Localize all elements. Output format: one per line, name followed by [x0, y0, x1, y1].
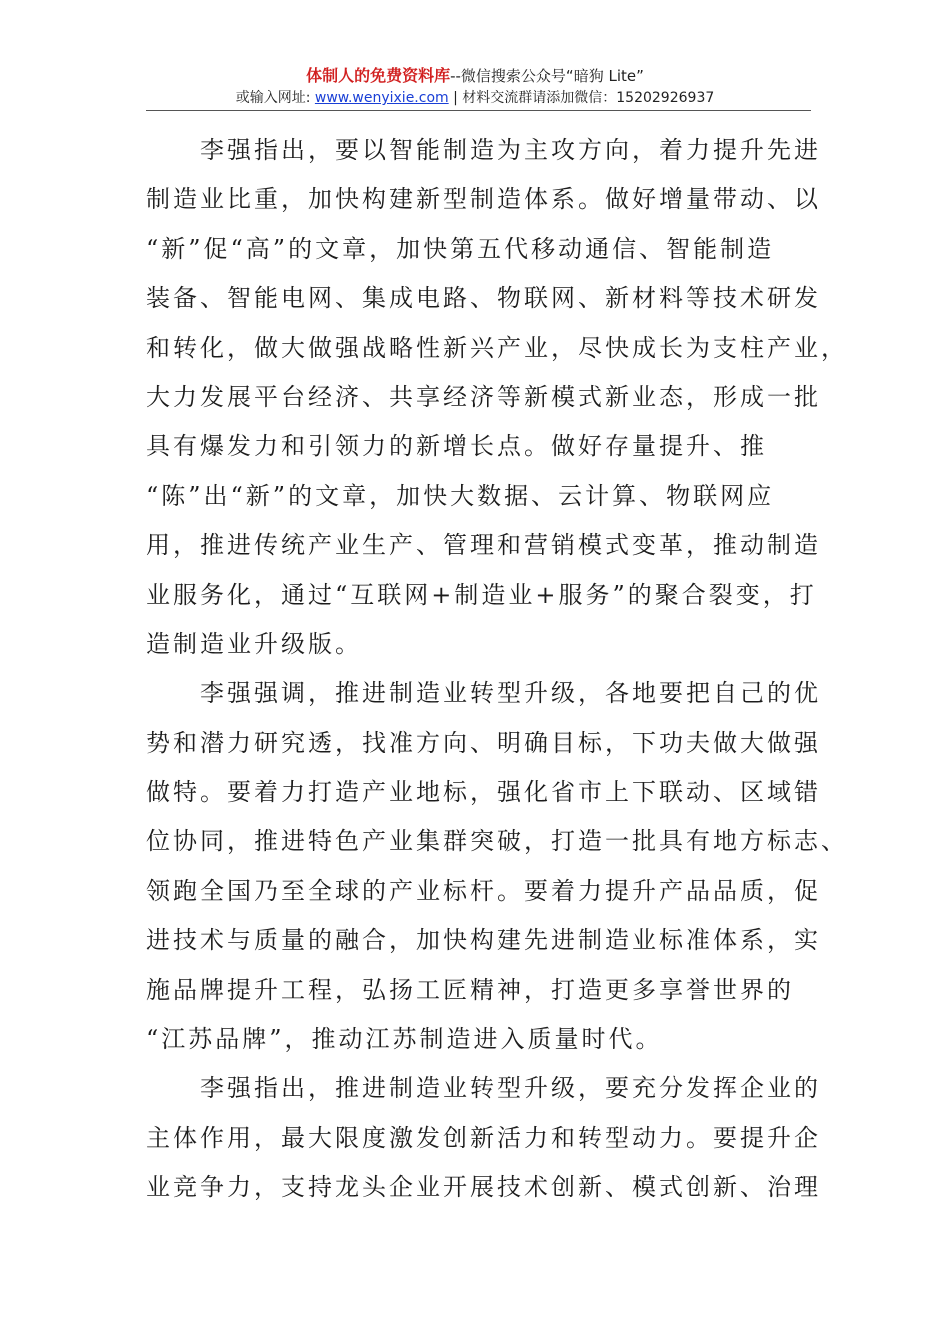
- brand-name: 体制人的免费资料库: [306, 66, 451, 85]
- text-line: 李强指出，推进制造业转型升级，要充分发挥企业的: [146, 1074, 821, 1103]
- text-line: 进技术与质量的融合，加快构建先进制造业标准体系，实: [146, 926, 821, 955]
- text-line: 用，推进传统产业生产、管理和营销模式变革，推动制造: [146, 531, 821, 560]
- header-divider: [146, 110, 811, 111]
- text-line: “陈”出“新”的文章，加快大数据、云计算、物联网应: [146, 481, 775, 510]
- header-tagline: --微信搜索公众号“暗狗 Lite”: [450, 67, 644, 85]
- text-line: 李强指出，要以智能制造为主攻方向，着力提升先进: [146, 136, 821, 164]
- text-line: 主体作用，最大限度激发创新活力和转型动力。要提升企: [146, 1123, 821, 1152]
- text-line: 领跑全国乃至全球的产业标杆。要着力提升产品品质，促: [146, 876, 821, 905]
- header-contact-line: [0, 89, 950, 107]
- text-line: 具有爆发力和引领力的新增长点。做好存量提升、推: [146, 432, 767, 461]
- text-line: “新”促“高”的文章，加快第五代移动通信、智能制造: [146, 234, 775, 263]
- text-line: 位协同，推进特色产业集群突破，打造一批具有地方标志、: [146, 827, 848, 856]
- text-line: “江苏品牌”，推动江苏制造进入质量时代。: [146, 1025, 663, 1054]
- article-body: [146, 126, 848, 1213]
- website-link[interactable]: www.wenyixie.com: [314, 90, 449, 106]
- text-line: 施品牌提升工程，弘扬工匠精神，打造更多享誉世界的: [146, 975, 794, 1004]
- text-line: 和转化，做大做强战略性新兴产业，尽快成长为支柱产业，: [146, 333, 848, 362]
- text-line: 势和潜力研究透，找准方向、明确目标，下功夫做大做强: [146, 728, 821, 757]
- text-line: 业竞争力，支持龙头企业开展技术创新、模式创新、治理: [146, 1173, 821, 1202]
- text-line: 做特。要着力打造产业地标，强化省市上下联动、区域错: [146, 778, 821, 807]
- header-title-line: [0, 66, 950, 86]
- text-line: 李强强调，推进制造业转型升级，各地要把自己的优: [146, 679, 821, 708]
- contact-info: | 材料交流群请添加微信：15202926937: [448, 90, 715, 106]
- text-line: 制造业比重，加快构建新型制造体系。做好增量带动、以: [146, 185, 821, 214]
- page-header: [0, 66, 950, 107]
- text-line: 装备、智能电网、集成电路、物联网、新材料等技术研发: [146, 284, 821, 313]
- text-line: 造制造业升级版。: [146, 629, 362, 658]
- text-line: 大力发展平台经济、共享经济等新模式新业态，形成一批: [146, 382, 821, 411]
- text-line: 业服务化，通过“互联网+制造业+服务”的聚合裂变，打: [146, 580, 817, 609]
- url-prefix: 或输入网址:: [235, 90, 315, 106]
